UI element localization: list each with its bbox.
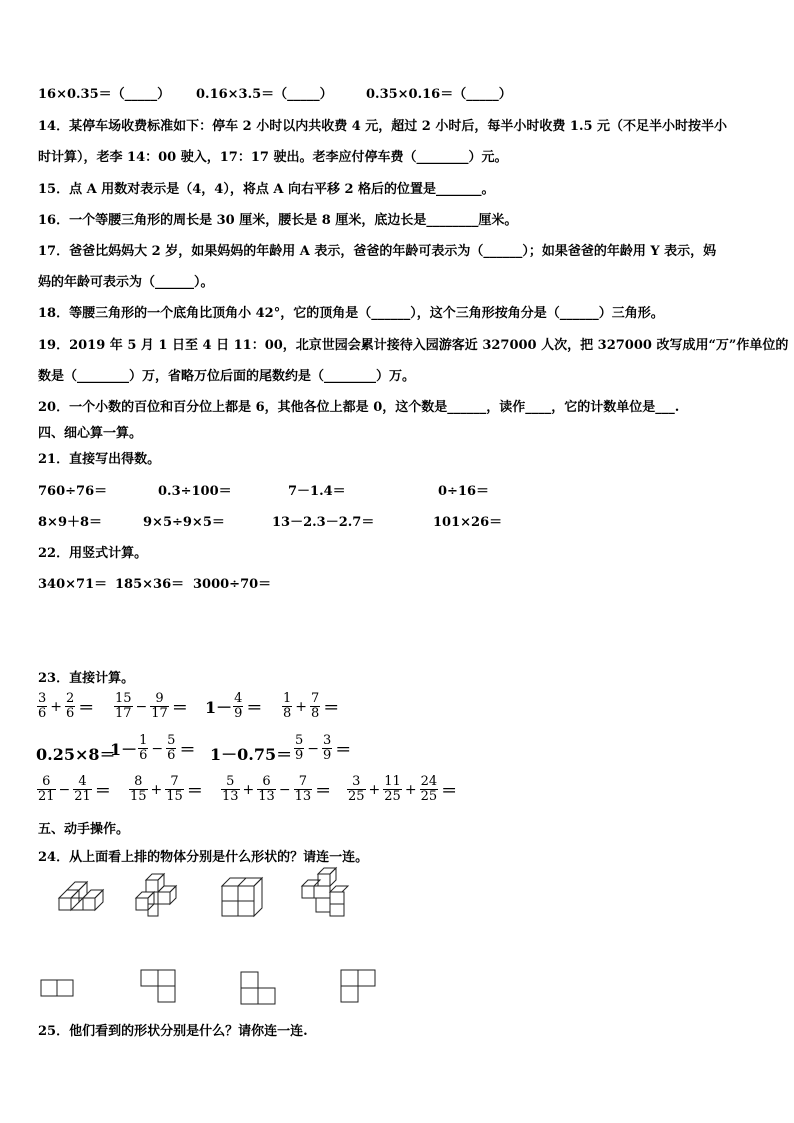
q13-expr-a: 16×0.35＝（_____）: [38, 87, 171, 102]
q22-item: 185×36＝: [115, 577, 185, 592]
cube-figure-1: [55, 880, 107, 920]
q22-item: 340×71＝: [38, 577, 108, 592]
fraction: $\frac{7}{8}$: [311, 691, 320, 721]
q23-r3-a: $\frac{6}{21}$ − $\frac{4}{21}$ ＝: [38, 774, 111, 804]
q23-r1-c: 1－ $\frac{4}{9}$ ＝: [205, 691, 263, 721]
fraction: $\frac{9}{17}$: [151, 691, 168, 721]
fraction: $\frac{8}{15}$: [130, 774, 147, 804]
q14-line1: 14．某停车场收费标准如下：停车 2 小时以内共收费 4 元，超过 2 小时后，每半小时收费 1.5 元（不足半小时按半小: [38, 119, 728, 134]
q23-r3-b: $\frac{8}{15}$ + $\frac{7}{15}$ ＝: [130, 774, 203, 804]
top-view-shape-4: [340, 966, 378, 1006]
q23-r1-a: $\frac{3}{6}$ + $\frac{2}{6}$ ＝: [38, 691, 95, 721]
q15: 15．点 A 用数对表示是（4，4），将点 A 向右平移 2 格后的位置是_______。: [38, 182, 495, 197]
q24-title: 24．从上面看上排的物体分别是什么形状的？请连一连。: [38, 850, 369, 865]
q21-item: 7－1.4＝: [288, 484, 346, 499]
cube-figure-4: [298, 866, 356, 920]
q23-r1-b: $\frac{15}{17}$ − $\frac{9}{17}$ ＝: [115, 691, 188, 721]
q21-item: 0.3÷100＝: [158, 484, 232, 499]
q17-line1: 17．爸爸比妈妈大 2 岁，如果妈妈的年龄用 A 表示，爸爸的年龄可表示为（______）；如果爸爸的年龄用 Y 表示，妈: [38, 244, 717, 259]
q21-item: 9×5÷9×5＝: [143, 515, 225, 530]
q20: 20．一个小数的百位和百分位上都是 6，其他各位上都是 0，这个数是______，读作____，它的计数单位是___.: [38, 400, 680, 415]
fraction: $\frac{15}{17}$: [115, 691, 132, 721]
q23-r3-c: $\frac{5}{13}$ + $\frac{6}{13}$ − $\frac{7}{13}$ ＝: [222, 774, 332, 804]
q22-title: 22．用竖式计算。: [38, 546, 148, 561]
fraction: $\frac{4}{9}$: [234, 691, 243, 721]
q16: 16．一个等腰三角形的周长是 30 厘米，腰长是 8 厘米，底边长是________厘米。: [38, 213, 518, 228]
fraction: $\frac{3}{9}$: [323, 733, 332, 763]
fraction: $\frac{6}{21}$: [38, 774, 55, 804]
fraction: $\frac{1}{8}$: [283, 691, 292, 721]
q21-item: 760÷76＝: [38, 484, 108, 499]
fraction: $\frac{6}{13}$: [258, 774, 275, 804]
q21-title: 21．直接写出得数。: [38, 452, 161, 467]
fraction: $\frac{24}{25}$: [420, 774, 438, 804]
cube-figure-3: [218, 874, 270, 920]
q21-item: 8×9＋8＝: [38, 515, 103, 530]
section-4-title: 四、细心算一算。: [38, 426, 143, 441]
q23-r1-d: $\frac{1}{8}$ + $\frac{7}{8}$ ＝: [283, 691, 340, 721]
cube-figure-2: [134, 872, 186, 920]
fraction: $\frac{3}{25}$: [348, 774, 365, 804]
q21-item: 101×26＝: [433, 515, 503, 530]
fraction: $\frac{7}{13}$: [294, 774, 312, 804]
q23-title: 23．直接计算。: [38, 671, 135, 686]
fraction: $\frac{7}{15}$: [166, 774, 183, 804]
q22-item: 3000÷70＝: [193, 577, 272, 592]
q14-line2: 时计算），老李 14：00 驶入，17：17 驶出。老李应付停车费（________）元。: [38, 150, 508, 165]
fraction: $\frac{4}{21}$: [74, 774, 91, 804]
fraction: $\frac{1}{6}$: [139, 733, 148, 763]
q18: 18．等腰三角形的一个底角比顶角小 42°，它的顶角是（______），这个三角形按角分是（______）三角形。: [38, 306, 664, 321]
top-view-shape-3: [240, 968, 278, 1008]
q25-title: 25．他们看到的形状分别是什么？请你连一连.: [38, 1024, 308, 1039]
q23-r2-d: $\frac{5}{9}$ − $\frac{3}{9}$ ＝: [295, 733, 352, 763]
q19-line1: 19．2019 年 5 月 1 日至 4 日 11：00，北京世园会累计接待入园游客近 327000 人次，把 327000 改写成用“万”作单位的: [38, 338, 789, 353]
q21-item: 13－2.3－2.7＝: [272, 515, 375, 530]
q19-line2: 数是（________）万，省略万位后面的尾数约是（________）万。: [38, 369, 416, 384]
top-view-shape-1: [40, 978, 76, 998]
q23-r3-d: $\frac{3}{25}$ + $\frac{11}{25}$ + $\frac{24}{25}$ ＝: [348, 774, 458, 804]
q23-r2-a: 0.25×8＝: [36, 745, 116, 764]
top-view-shape-2: [140, 966, 178, 1006]
q13-expr-c: 0.35×0.16＝（_____）: [366, 87, 512, 102]
q21-item: 0÷16＝: [438, 484, 490, 499]
q23-r2-c: 1－0.75＝: [210, 745, 293, 764]
q13-expr-b: 0.16×3.5＝（_____）: [196, 87, 333, 102]
q23-r2-b: 1－ $\frac{1}{6}$ − $\frac{5}{6}$ ＝: [110, 733, 196, 763]
q17-line2: 妈的年龄可表示为（______）。: [38, 275, 214, 290]
fraction: $\frac{3}{6}$: [38, 691, 47, 721]
fraction: $\frac{2}{6}$: [66, 691, 75, 721]
fraction: $\frac{5}{13}$: [222, 774, 239, 804]
fraction: $\frac{5}{6}$: [167, 733, 176, 763]
fraction: $\frac{11}{25}$: [384, 774, 401, 804]
fraction: $\frac{5}{9}$: [295, 733, 304, 763]
section-5-title: 五、动手操作。: [38, 822, 130, 837]
